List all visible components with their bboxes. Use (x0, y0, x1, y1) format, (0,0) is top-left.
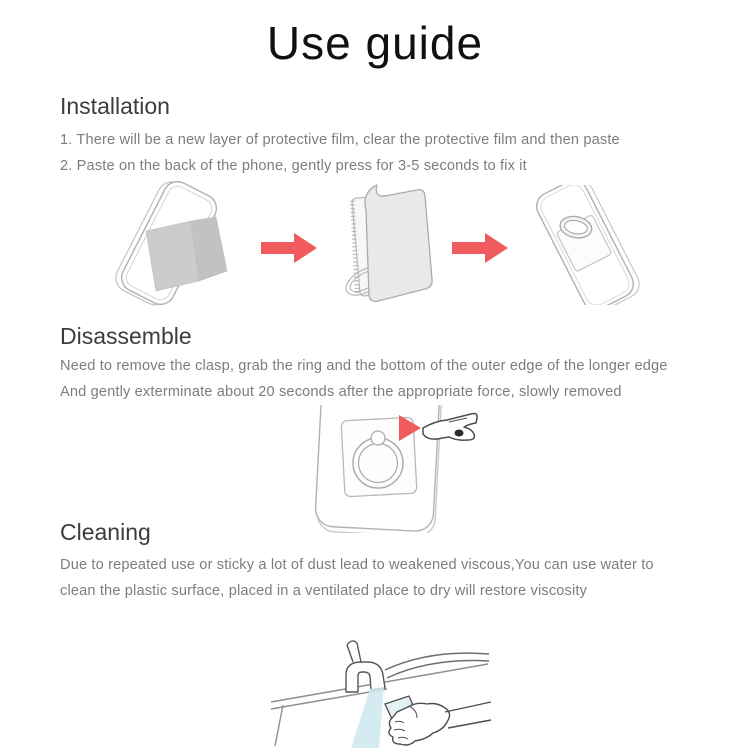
arrow-right-icon (260, 230, 318, 266)
installation-illustrations-row (96, 181, 750, 309)
installation-step-1: 1. There will be a new layer of protective film, clear the protective film and then paste (60, 132, 620, 149)
installation-step-2: 2. Paste on the back of the phone, gently press for 3-5 seconds to fix it (60, 158, 527, 175)
cleaning-heading: Cleaning (60, 519, 151, 546)
cleaning-illustration (267, 618, 492, 748)
faucet-lever (347, 641, 361, 662)
film-patch (146, 221, 199, 291)
installation-heading: Installation (60, 92, 170, 119)
page-title: Use guide (266, 17, 484, 69)
phone-with-film-illustration (96, 181, 246, 309)
phone-with-ring-illustration (523, 185, 648, 305)
water-stream (351, 687, 384, 748)
disassemble-illustration (299, 405, 479, 533)
cleaning-line-2: clean the plastic surface, placed in a ventilated place to dry will restore viscosity (60, 582, 588, 599)
section-disassemble (60, 323, 714, 405)
peeled-film (365, 185, 432, 301)
faucet-icon (346, 662, 385, 692)
disassemble-line-2: And gently exterminate about 20 seconds after the appropriate force, slowly removed (60, 384, 622, 401)
arrow-right-icon (451, 230, 509, 266)
ring-hinge (371, 431, 385, 445)
disassemble-line-1: Need to remove the clasp, grab the ring and the bottom of the outer edge of the longer edge (60, 358, 668, 375)
section-installation (60, 93, 714, 179)
disassemble-heading: Disassemble (60, 323, 192, 350)
arm-lines (445, 702, 491, 728)
hose-pipe (385, 653, 489, 670)
cleaning-line-1: Due to repeated use or sticky a lot of dust lead to weakened viscous,You can use water to (60, 556, 654, 573)
film-peel-illustration (332, 184, 437, 306)
